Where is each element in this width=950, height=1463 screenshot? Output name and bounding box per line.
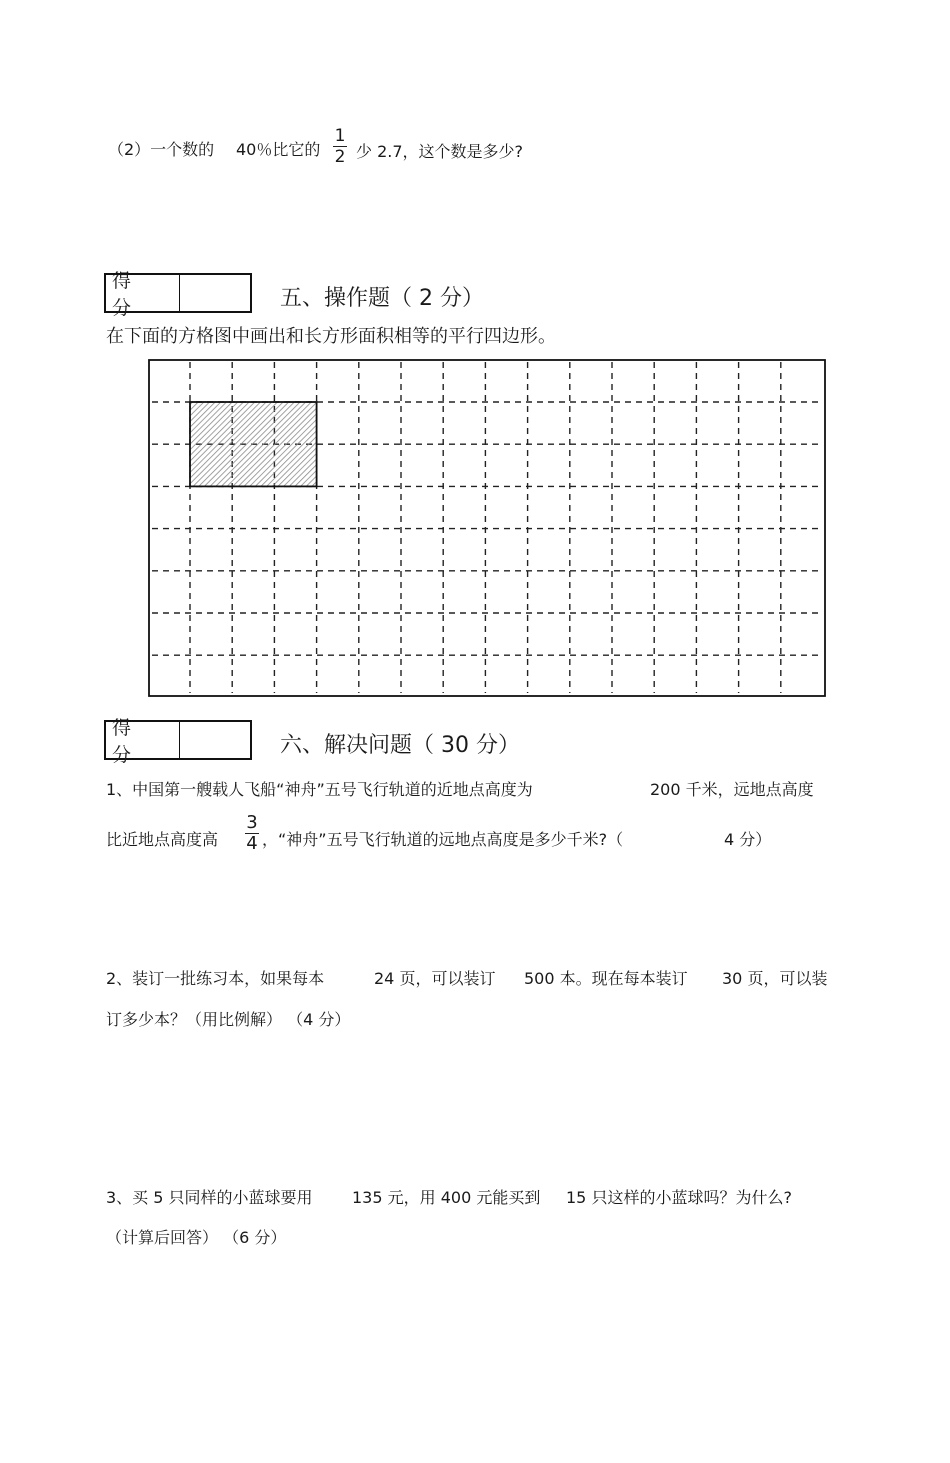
score-box-section6: [104, 717, 252, 766]
p1-line1-b: 200 千米，远地点高度: [650, 780, 814, 799]
fraction-numerator: 1: [334, 126, 346, 146]
p3-line1-a: 3、买 5 只同样的小蓝球要用: [106, 1188, 313, 1207]
p3-line1-c: 15 只这样的小蓝球吗？为什么?: [566, 1188, 792, 1207]
score-label: 得 分: [106, 275, 180, 311]
fraction-denominator: 2: [334, 147, 346, 167]
p1-line1-a: 1、中国第一艘载人飞船“神舟”五号飞行轨道的近地点高度为: [106, 780, 533, 799]
q2-text-b: 40％比它的: [236, 140, 321, 159]
shaded-rectangle: [190, 402, 317, 486]
section6-title: 六、解决问题（ 30 分）: [280, 733, 520, 758]
score-input-cell[interactable]: [180, 722, 250, 758]
score-label: 得 分: [106, 722, 180, 758]
q2-text-c: 少 2.7，这个数是多少?: [356, 142, 524, 161]
p1-fraction: [244, 814, 260, 853]
p2-line1-d: 30 页，可以装: [722, 969, 828, 988]
p1-line2-b: ，“神舟”五号飞行轨道的远地点高度是多少千米?（: [262, 830, 624, 849]
q2-text-a: （2）一个数的: [108, 140, 215, 159]
fraction-denominator: 4: [246, 833, 258, 854]
p2-line2: 订多少本？（用比例解） （4 分）: [106, 1010, 351, 1029]
section5-title: 五、操作题（ 2 分）: [280, 286, 484, 311]
p3-line1-b: 135 元，用 400 元能买到: [352, 1188, 541, 1207]
p1-line2-c: 4 分）: [724, 830, 772, 849]
section5-instruction: 在下面的方格图中画出和长方形面积相等的平行四边形。: [106, 326, 556, 347]
p2-line1-b: 24 页，可以装订: [374, 969, 496, 988]
p2-line1-c: 500 本。现在每本装订: [524, 969, 688, 988]
p3-line2: （计算后回答） （6 分）: [106, 1228, 287, 1247]
p2-line1-a: 2、装订一批练习本，如果每本: [106, 969, 325, 988]
p1-line2-a: 比近地点高度高: [106, 830, 219, 849]
fraction-numerator: 3: [246, 812, 258, 833]
